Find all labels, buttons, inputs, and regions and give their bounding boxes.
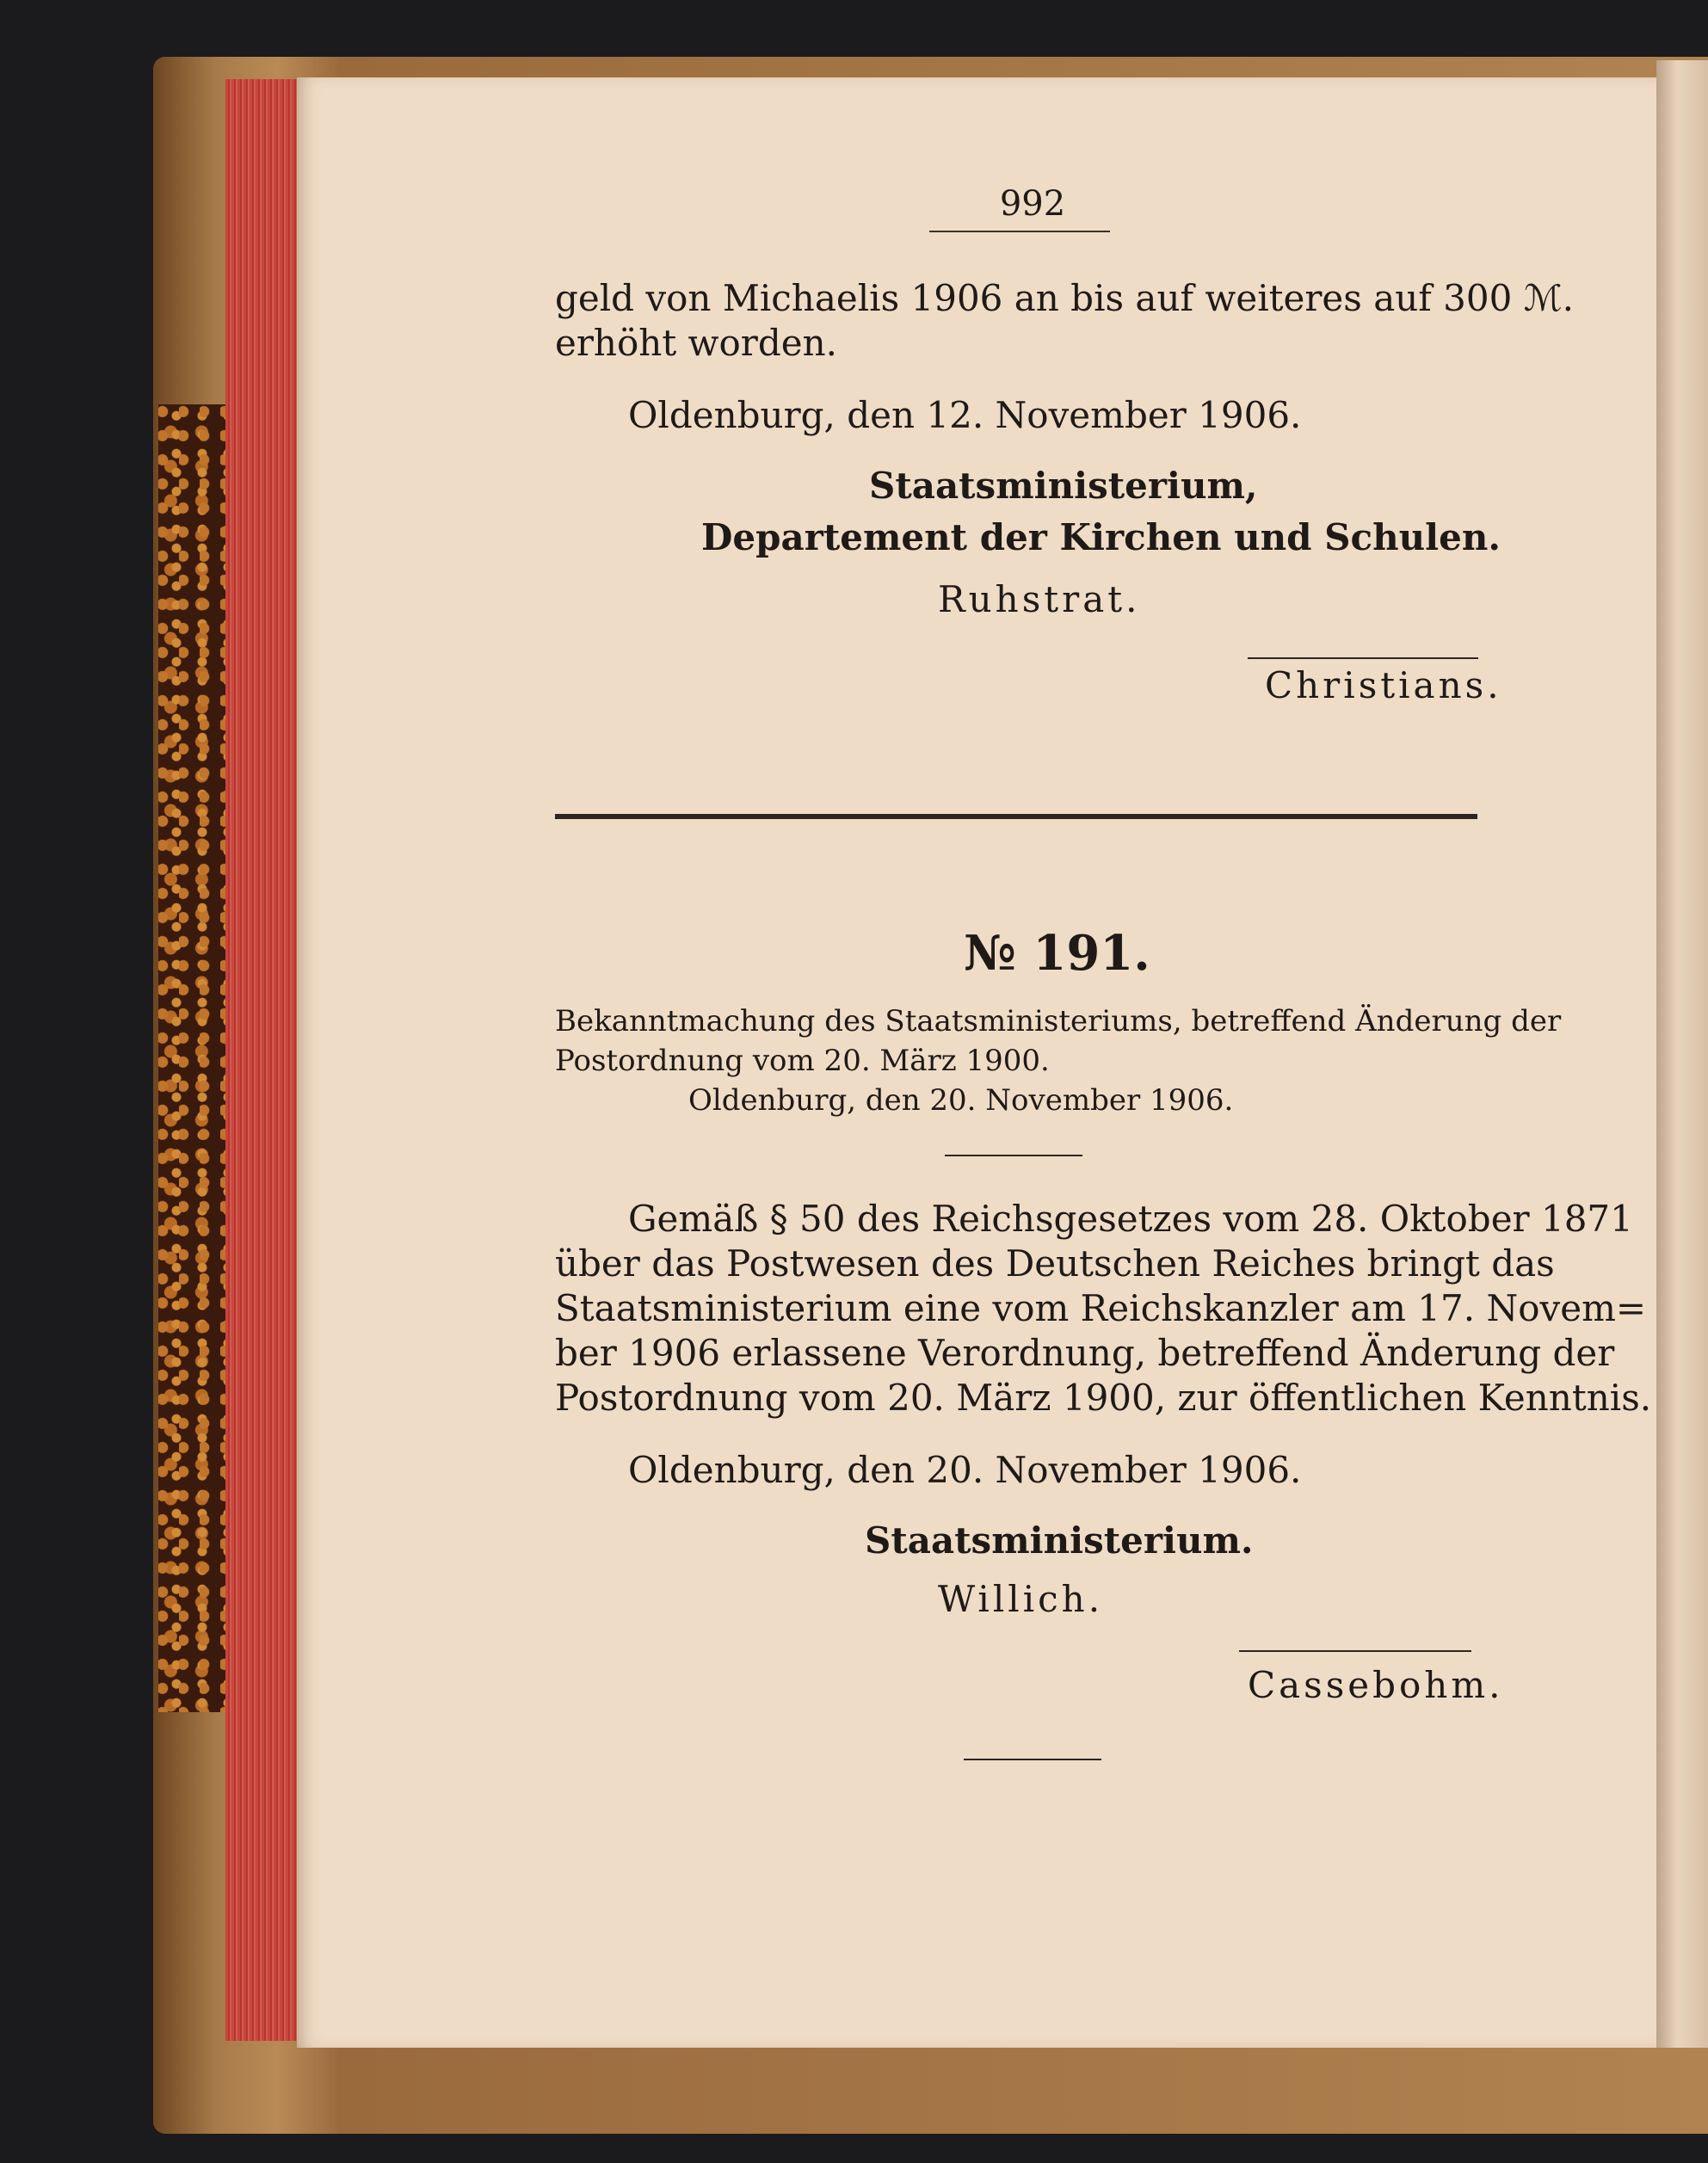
- notice-body-line-4: ber 1906 erlassene Verordnung, betreffend Änderung der: [555, 1332, 1615, 1374]
- notice-body-line-5: Postordnung vom 20. März 1900, zur öffentlichen Kenntnis.: [555, 1377, 1652, 1419]
- page-number-rule: [929, 231, 1110, 232]
- notice-number: № 191.: [964, 925, 1150, 982]
- page-edges: [225, 79, 303, 2041]
- countersign-rule-bottom: [1239, 1650, 1471, 1652]
- continuation-line-1: geld von Michaelis 1906 an bis auf weiteres auf 300 ℳ.: [555, 277, 1574, 319]
- top-authority: Staatsministerium,: [869, 465, 1258, 507]
- facing-page-edge: [1656, 60, 1708, 2048]
- notice-body-line-3: Staatsministerium eine vom Reichskanzler am 17. Novem=: [555, 1287, 1647, 1329]
- notice-title-rule: [945, 1155, 1082, 1156]
- notice-body-line-1: Gemäß § 50 des Reichsgesetzes vom 28. Oktober 1871: [628, 1198, 1633, 1240]
- notice-signatory: Willich.: [938, 1578, 1104, 1620]
- countersign-rule-top: [1248, 657, 1478, 659]
- page-number: 992: [999, 184, 1066, 224]
- marbled-spine: [158, 404, 225, 1712]
- notice-title-line-2: Postordnung vom 20. März 1900.: [555, 1044, 1050, 1078]
- top-place-date: Oldenburg, den 12. November 1906.: [628, 394, 1302, 436]
- notice-title-line-1: Bekanntmachung des Staatsministeriums, betreffend Änderung der: [555, 1004, 1562, 1038]
- notice-body-line-2: über das Postwesen des Deutschen Reiches bringt das: [555, 1242, 1555, 1285]
- top-department: Departement der Kirchen und Schulen.: [701, 516, 1501, 558]
- continuation-line-2: erhöht worden.: [555, 322, 838, 364]
- section-divider: [555, 814, 1477, 819]
- notice-title-line-3: Oldenburg, den 20. November 1906.: [688, 1083, 1234, 1118]
- notice-countersignatory: Cassebohm.: [1248, 1664, 1504, 1706]
- end-rule: [964, 1759, 1101, 1760]
- notice-place-date: Oldenburg, den 20. November 1906.: [628, 1449, 1302, 1491]
- notice-authority: Staatsministerium.: [865, 1519, 1254, 1562]
- top-countersignatory: Christians.: [1265, 664, 1502, 706]
- top-signatory: Ruhstrat.: [938, 578, 1141, 620]
